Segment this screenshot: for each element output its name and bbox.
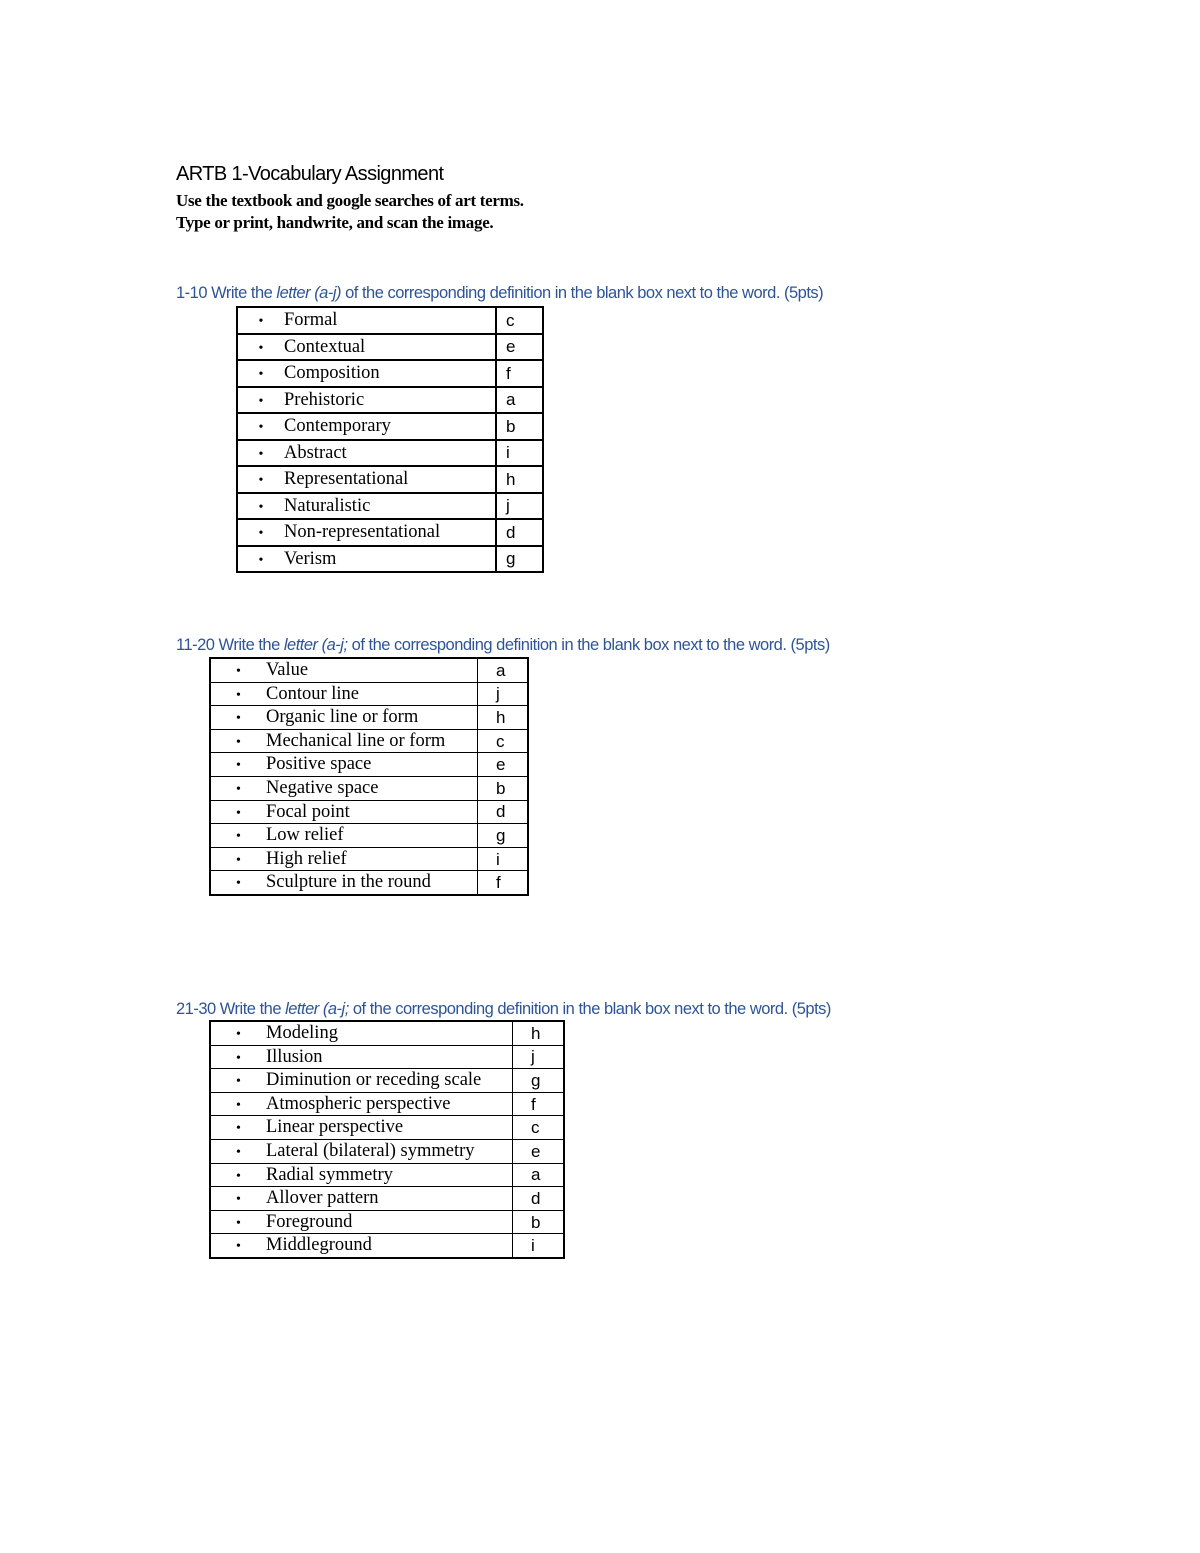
term-label: Formal [284,310,338,330]
bullet-icon: • [258,420,264,435]
term-label: Diminution or receding scale [266,1070,482,1091]
answer-cell[interactable]: h [478,706,528,730]
term-label: Value [266,660,309,681]
vocab-row [210,1069,564,1093]
term-label: Foreground [266,1211,353,1232]
answer-cell[interactable]: a [496,387,543,414]
vocab-row [237,360,543,387]
answer-cell[interactable]: b [478,776,528,800]
answer-cell[interactable]: d [513,1187,564,1211]
bullet-icon: • [236,1074,241,1090]
bullet-icon: • [236,1097,241,1113]
section-3-heading: 21-30 Write the letter (a-j; of the corresponding definition in the blank box next to the word. (5pts) [176,1000,831,1018]
term-label: Prehistoric [284,389,365,410]
bullet-icon: • [236,1121,241,1137]
term-label: Allover pattern [266,1188,379,1209]
bullet-icon: • [236,782,241,798]
answer-cell[interactable]: i [478,847,528,871]
term-cell [210,1139,513,1163]
bullet-icon: • [236,1027,241,1043]
answer-cell[interactable]: c [478,729,528,753]
bullet-icon: • [236,1168,241,1184]
bullet-icon: • [258,393,264,409]
term-label: Verism [284,548,337,569]
answer-cell[interactable]: e [478,753,528,777]
answer-cell[interactable]: h [496,466,543,493]
answer-cell[interactable]: c [496,307,543,334]
vocab-row [210,871,528,895]
bullet-icon: • [258,446,264,462]
term-label: Sculpture in the round [266,872,431,893]
vocab-row [237,307,543,334]
vocab-row [210,847,528,871]
term-cell [210,871,478,895]
vocab-row [237,493,543,520]
bullet-icon: • [236,1192,241,1208]
term-label: Composition [284,363,380,383]
answer-cell[interactable]: h [513,1021,564,1045]
term-label: Radial symmetry [266,1164,393,1185]
bullet-icon: • [236,711,241,727]
vocab-row [210,706,528,730]
answer-cell[interactable]: c [513,1116,564,1140]
answer-cell[interactable]: i [496,440,543,467]
bullet-icon: • [236,1145,241,1161]
answer-cell[interactable]: j [478,682,528,706]
term-label: Mechanical line or form [266,730,446,751]
answer-cell[interactable]: b [496,413,543,440]
answer-cell[interactable]: g [496,546,543,573]
bullet-icon: • [236,805,241,821]
vocab-row [237,413,543,440]
vocab-row [210,1092,564,1116]
bullet-icon: • [236,852,241,868]
term-cell [237,466,496,493]
term-cell [237,519,496,546]
instruction-line-2: Type or print, handwrite, and scan the image. [176,213,494,232]
term-cell [210,847,478,871]
term-cell [210,824,478,848]
term-label: Focal point [266,801,350,822]
answer-cell[interactable]: j [496,493,543,520]
bullet-icon: • [258,314,264,329]
term-cell [237,334,496,361]
term-label: Contour line [266,683,360,704]
term-label: Modeling [266,1023,338,1044]
term-cell [237,387,496,414]
answer-cell[interactable]: g [478,824,528,848]
bullet-icon: • [258,367,264,382]
answer-cell[interactable]: f [496,873,501,893]
vocab-table-3 [209,1020,565,1259]
bullet-icon: • [236,829,241,845]
term-cell [210,682,478,706]
term-cell [210,1092,513,1116]
vocab-row [210,1045,564,1069]
bullet-icon: • [236,876,241,892]
answer-cell[interactable]: i [531,1236,535,1256]
answer-cell[interactable]: j [513,1045,564,1069]
term-label: Abstract [284,442,347,463]
bullet-icon: • [236,734,241,750]
instruction-line-1: Use the textbook and google searches of art terms. [176,191,524,210]
vocab-row [210,800,528,824]
bullet-icon: • [258,526,264,541]
term-label: Contextual [284,336,366,357]
term-cell [210,800,478,824]
term-cell [210,1021,513,1045]
vocab-row [210,776,528,800]
section-2-heading: 11-20 Write the letter (a-j; of the corresponding definition in the blank box next to the word. (5pts) [176,636,830,654]
answer-cell[interactable]: f [513,1092,564,1116]
answer-cell[interactable]: a [513,1163,564,1187]
answer-cell[interactable]: e [496,334,543,361]
vocab-row [237,466,543,493]
bullet-icon: • [258,340,264,356]
term-label: High relief [266,848,347,869]
bullet-icon: • [258,473,264,488]
term-cell [210,1045,513,1069]
term-cell [237,413,496,440]
vocab-row [237,440,543,467]
vocab-row [210,682,528,706]
vocab-table-2 [209,657,529,896]
answer-cell[interactable]: g [513,1069,564,1093]
answer-cell[interactable]: e [513,1139,564,1163]
vocab-row [210,658,528,682]
term-cell [237,493,496,520]
bullet-icon: • [236,1215,241,1231]
answer-cell[interactable]: d [496,519,543,546]
term-cell [210,706,478,730]
vocab-row [210,824,528,848]
bullet-icon: • [236,687,241,703]
term-label: Middleground [266,1235,372,1256]
answer-cell[interactable]: f [496,360,543,387]
term-label: Lateral (bilateral) symmetry [266,1141,475,1162]
term-cell [210,1210,513,1234]
term-cell [210,729,478,753]
term-cell [210,1069,513,1093]
vocab-row [237,519,543,546]
term-label: Illusion [266,1046,323,1067]
bullet-icon: • [236,758,241,774]
term-cell [210,1234,513,1258]
bullet-icon: • [236,1050,241,1066]
vocab-row [210,1234,564,1258]
answer-cell[interactable]: d [478,800,528,824]
vocab-row [210,729,528,753]
vocab-row [237,546,543,573]
vocab-row [210,1116,564,1140]
bullet-icon: • [236,664,241,680]
term-label: Low relief [266,825,344,846]
vocab-row [210,1139,564,1163]
term-cell [237,440,496,467]
bullet-icon: • [258,499,264,515]
bullet-icon: • [258,552,264,568]
vocab-row [237,334,543,361]
term-label: Naturalistic [284,495,371,516]
term-cell [210,753,478,777]
answer-cell[interactable]: a [478,658,528,682]
page-title: ARTB 1-Vocabulary Assignment [176,163,444,185]
vocab-row [237,387,543,414]
term-cell [210,658,478,682]
term-cell [237,360,496,387]
term-cell [210,1187,513,1211]
term-label: Organic line or form [266,707,419,728]
term-label: Positive space [266,754,372,775]
vocab-table-1 [236,306,544,573]
term-cell [210,1163,513,1187]
vocab-row [210,1163,564,1187]
term-label: Negative space [266,778,379,799]
term-cell [210,776,478,800]
term-label: Atmospheric perspective [266,1093,451,1114]
answer-cell[interactable]: b [513,1210,564,1234]
vocab-row [210,1021,564,1045]
term-label: Linear perspective [266,1117,404,1138]
vocab-row [210,1187,564,1211]
term-cell [237,307,496,334]
term-cell [237,546,496,573]
bullet-icon: • [236,1239,241,1255]
section-1-heading: 1-10 Write the letter (a-j) of the corresponding definition in the blank box next to the word. (5pts) [176,284,824,302]
term-label: Representational [284,469,409,489]
vocab-row [210,1210,564,1234]
term-label: Contemporary [284,416,391,436]
term-cell [210,1116,513,1140]
term-label: Non-representational [284,522,441,542]
vocab-row [210,753,528,777]
